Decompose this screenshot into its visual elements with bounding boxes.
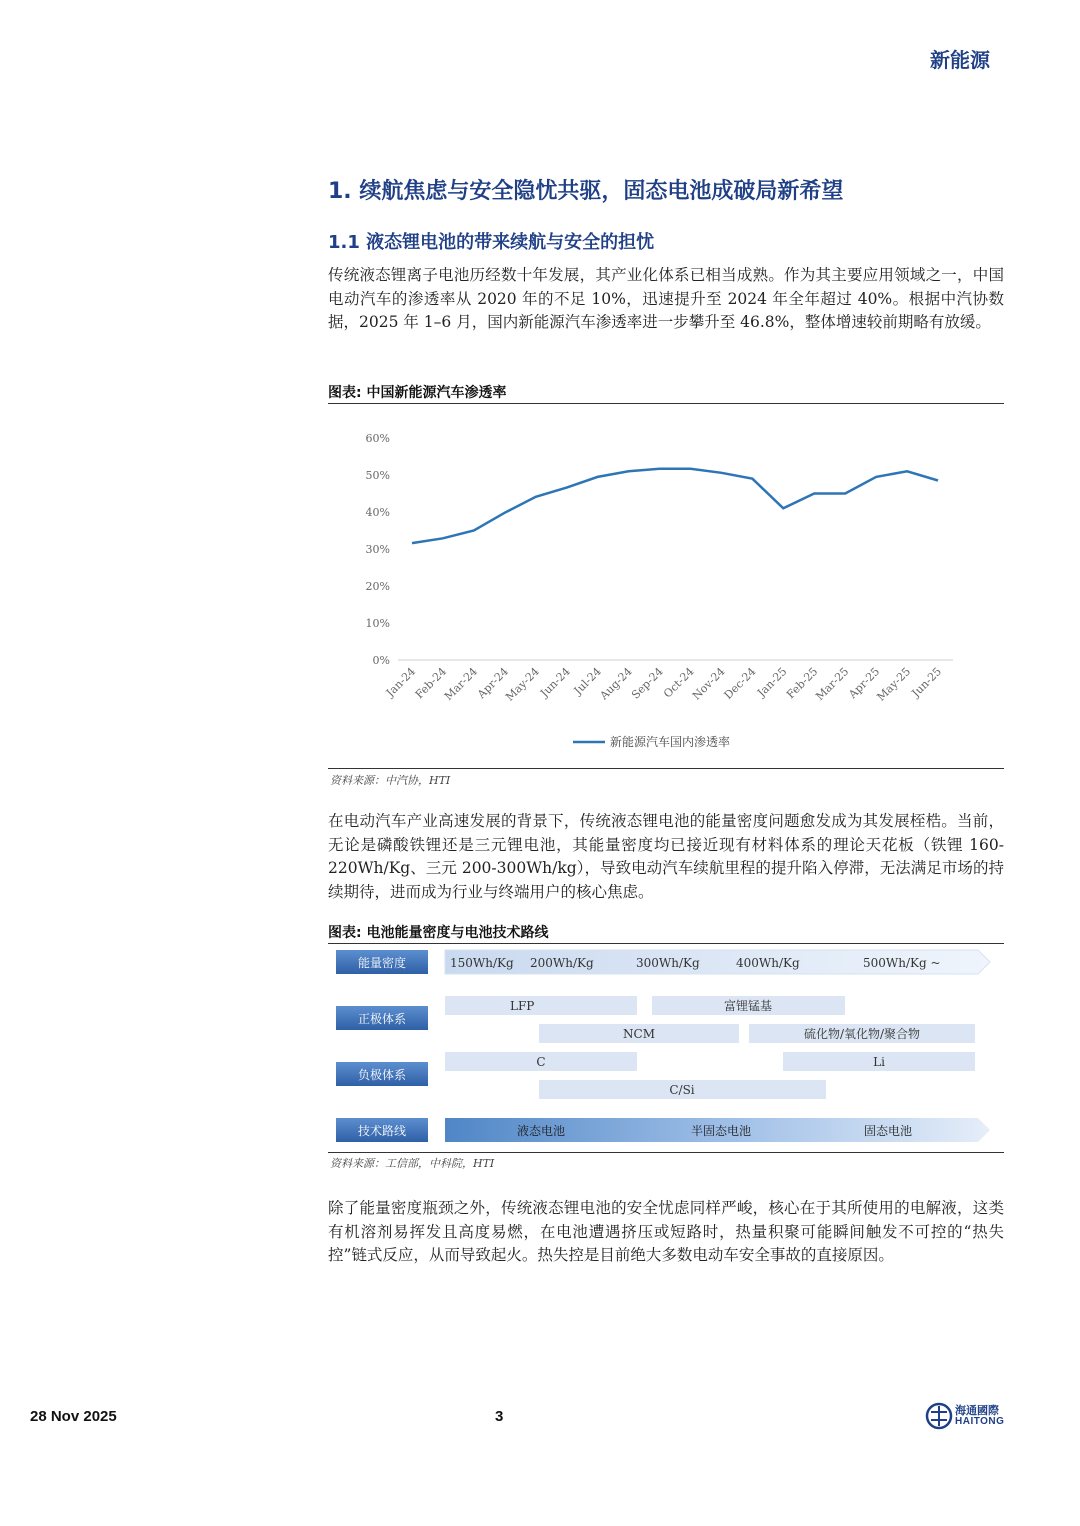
- figure2-title: 图表: 电池能量密度与电池技术路线: [328, 925, 549, 941]
- x-tick-label: Mar-25: [813, 664, 852, 703]
- paragraph-2: 在电动汽车产业高速发展的背景下，传统液态锂电池的能量密度问题愈发成为其发展桎梏。当前，无论是磷酸铁锂还是三元锂电池，其能量密度均已接近现有材料体系的理论天花板（铁锂 160-220Wh/Kg、三元 200-300Wh/kg），导致电动汽车续航里程的提升陷入停滞，无法满足市场的持续期待，进而成为行业与终端用户的核心焦虑。: [328, 812, 1004, 901]
- data-point: [812, 492, 816, 496]
- x-tick-label: Feb-24: [412, 664, 450, 702]
- route-solid-label: 固态电池: [863, 1124, 913, 1138]
- series-line-nev-penetration: [412, 469, 938, 543]
- y-tick-label: 60%: [365, 432, 390, 445]
- paragraph-3: 除了能量密度瓶颈之外，传统液态锂电池的安全忧虑同样严峻，核心在于其所使用的电解液，这类有机溶剂易挥发且高度易燃，在电池遭遇挤压或短路时，热量积聚可能瞬间触发不可控的“热失控”链式反应，从而导致起火。热失控是目前绝大多数电动车安全事故的直接原因。: [328, 1199, 1004, 1264]
- energy-tick-500: 500Wh/Kg ~: [863, 956, 941, 970]
- anode-bar-c-si-label: C/Si: [669, 1083, 695, 1097]
- anode-bar-c-label: C: [536, 1055, 546, 1069]
- heading-1: 1. 续航焦虑与安全隐忧共驱，固态电池成破局新希望: [328, 179, 844, 204]
- data-point: [410, 541, 414, 545]
- data-point: [905, 469, 909, 473]
- x-tick-label: Feb-25: [784, 664, 821, 702]
- logo-text-en: HAITONG: [955, 1416, 1005, 1427]
- data-point: [441, 536, 445, 540]
- data-point: [750, 477, 754, 481]
- x-tick-label: Jun-24: [537, 664, 573, 700]
- data-point: [688, 467, 692, 471]
- figure2-bottom-rule: [328, 1152, 1004, 1153]
- data-point: [936, 479, 940, 483]
- x-tick-label: Oct-24: [661, 664, 697, 701]
- x-tick-label: Jan-25: [754, 664, 790, 700]
- penetration-line-chart: [328, 408, 1004, 766]
- data-point: [534, 495, 538, 499]
- energy-tick-200: 200Wh/Kg: [530, 956, 594, 970]
- figure1-bottom-rule: [328, 768, 1004, 769]
- route-liquid-label: 液态电池: [516, 1124, 566, 1138]
- battery-roadmap-diagram: [328, 944, 1004, 1152]
- energy-tick-150: 150Wh/Kg: [450, 956, 514, 970]
- logo-text-cn: 海通國際: [955, 1404, 999, 1417]
- route-semi-solid-label: 半固态电池: [690, 1124, 752, 1138]
- cathode-bar-ncm-label: NCM: [623, 1027, 655, 1041]
- y-axis-labels: [366, 432, 390, 667]
- paragraph-1: 传统液态锂离子电池历经数十年发展，其产业化体系已相当成熟。作为其主要应用领域之一，中国电动汽车的渗透率从 2020 年的不足 10%，迅速提升至 2024 年全年超过 40%。根据中汽协数据，2025 年 1–6 月，国内新能源汽车渗透率进一步攀升至 46.8%，整体增速较前期略有放缓。: [328, 266, 1004, 331]
- y-tick-label: 40%: [365, 506, 390, 519]
- x-tick-label: Aug-24: [597, 664, 635, 703]
- x-tick-label: May-25: [874, 664, 914, 704]
- x-tick-label: Dec-24: [721, 664, 759, 702]
- section-tag: 新能源: [930, 48, 990, 72]
- figure2-source: 资料来源：工信部，中科院，HTI: [330, 1157, 495, 1170]
- haitong-logo-icon: [925, 1402, 953, 1430]
- x-tick-label: Jan-24: [383, 664, 419, 700]
- energy-density-label: 能量密度: [357, 956, 407, 970]
- x-tick-label: May-24: [503, 664, 542, 704]
- series-points: [410, 467, 940, 545]
- tech-route-label: 技术路线: [357, 1124, 407, 1138]
- cathode-bar-lfp-label: LFP: [510, 999, 535, 1013]
- anode-label: 负极体系: [357, 1068, 407, 1082]
- x-axis-labels: [383, 665, 944, 704]
- y-tick-label: 30%: [365, 543, 390, 556]
- heading-2: 1.1 液态锂电池的带来续航与安全的担忧: [328, 232, 655, 253]
- data-point: [503, 511, 507, 515]
- x-tick-label: Jul-24: [571, 664, 604, 698]
- energy-tick-400: 400Wh/Kg: [736, 956, 800, 970]
- data-point: [627, 469, 631, 473]
- data-point: [719, 471, 723, 475]
- x-tick-label: Jun-25: [909, 664, 945, 700]
- cathode-bar-solid-electrolyte-label: 硫化物/氧化物/聚合物: [803, 1027, 921, 1041]
- data-point: [843, 492, 847, 496]
- y-tick-label: 10%: [365, 617, 390, 630]
- figure1-title: 图表: 中国新能源汽车渗透率: [328, 385, 507, 401]
- x-tick-label: Mar-24: [441, 664, 481, 703]
- y-tick-label: 0%: [372, 654, 390, 667]
- figure1-source: 资料来源：中汽协，HTI: [330, 774, 451, 787]
- y-tick-label: 50%: [365, 469, 390, 482]
- legend-label: 新能源汽车国内渗透率: [610, 735, 731, 749]
- x-tick-label: Apr-24: [474, 664, 511, 701]
- data-point: [781, 506, 785, 510]
- data-point: [658, 467, 662, 471]
- page-number: 3: [495, 1408, 504, 1425]
- data-point: [472, 529, 476, 533]
- y-tick-label: 20%: [365, 580, 390, 593]
- cathode-bar-lfp: [445, 996, 637, 1015]
- figure1-top-rule: [328, 403, 1004, 404]
- cathode-label: 正极体系: [357, 1012, 407, 1026]
- x-tick-label: Sep-24: [629, 664, 666, 702]
- x-tick-label: Apr-25: [846, 664, 883, 701]
- x-tick-label: Nov-24: [689, 664, 728, 703]
- anode-bar-li-label: Li: [873, 1055, 885, 1069]
- data-point: [596, 475, 600, 479]
- footer-date: 28 Nov 2025: [30, 1408, 117, 1425]
- energy-tick-300: 300Wh/Kg: [636, 956, 700, 970]
- data-point: [565, 486, 569, 490]
- cathode-bar-li-rich-mn-label: 富锂锰基: [723, 999, 773, 1013]
- data-point: [874, 475, 878, 479]
